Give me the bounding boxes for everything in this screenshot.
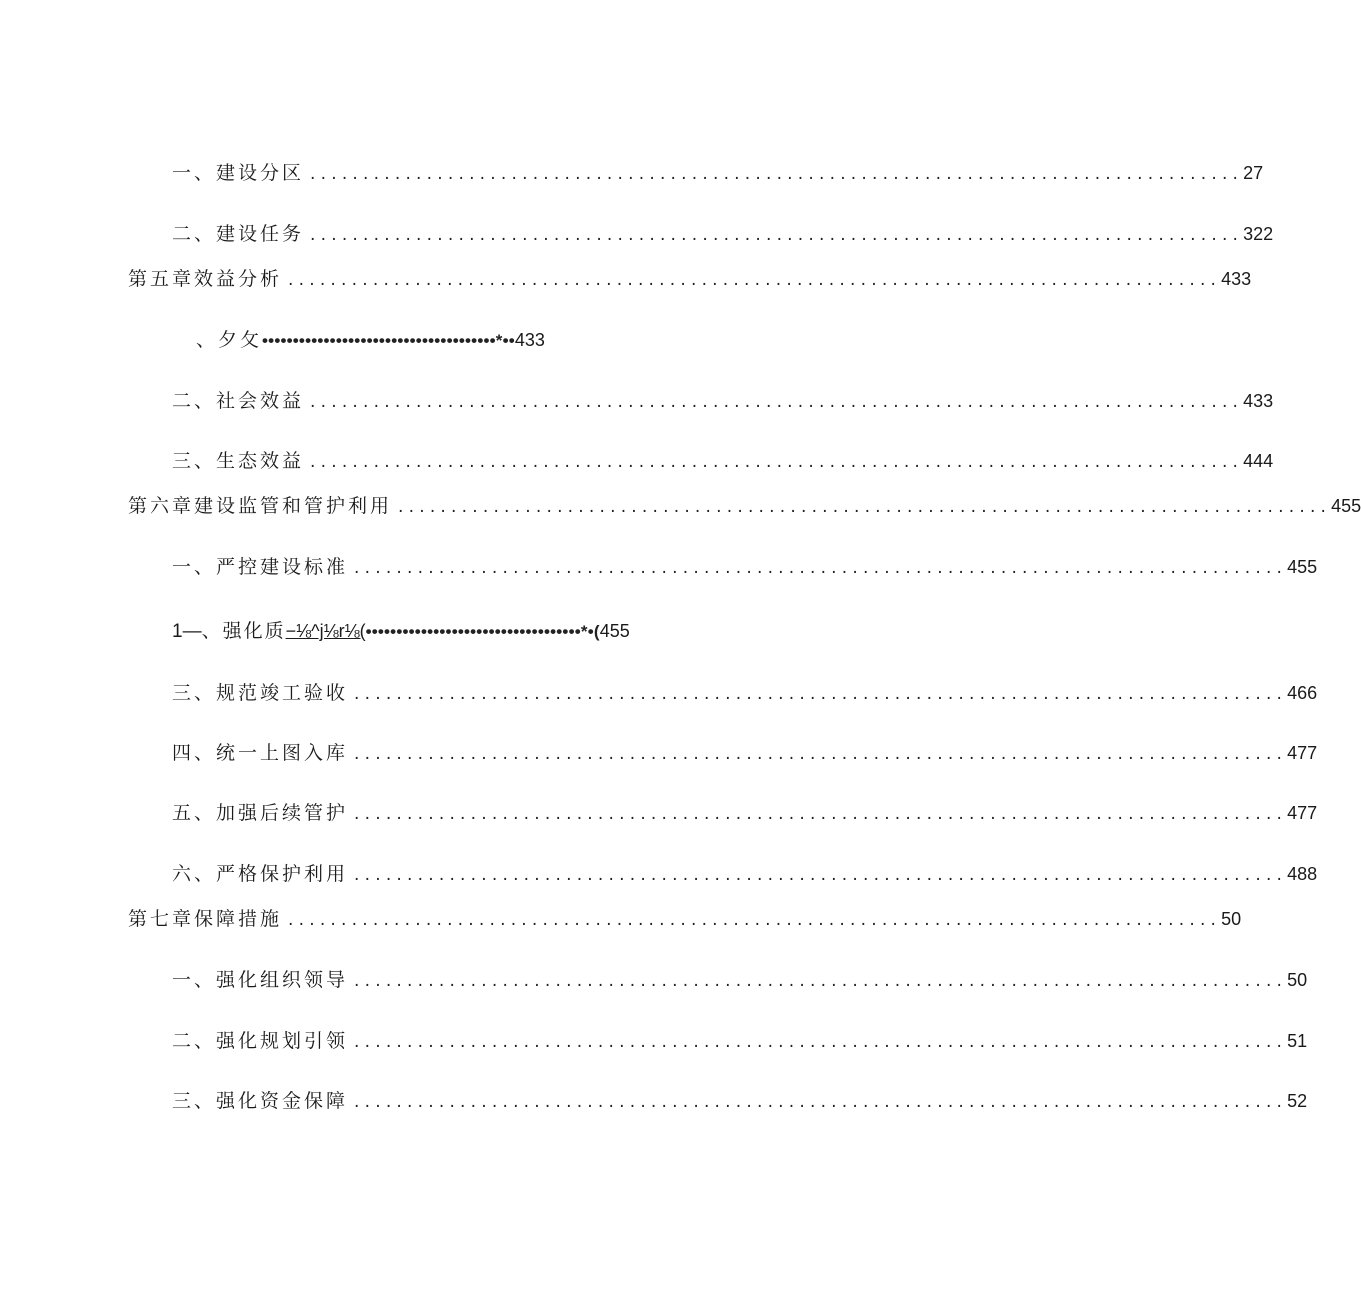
toc-entry-title: 二、社会效益 (172, 390, 305, 412)
toc-page-number: 444 (1243, 451, 1274, 471)
toc-chapter-title: 第五章效益分析 (128, 268, 283, 290)
toc-dot-leader: ........................................................................................ (354, 971, 1288, 991)
toc-chapter-title: 第七章保障措施 (128, 908, 283, 930)
toc-entry[interactable] (172, 1088, 1308, 1114)
toc-chapter-entry[interactable] (128, 266, 1252, 292)
toc-page-number: 455 (1331, 496, 1361, 516)
toc-page-number: 477 (1287, 803, 1318, 823)
toc-page-number: 50 (1221, 909, 1242, 929)
toc-chapter-entry[interactable] (128, 493, 1361, 519)
toc-entry[interactable] (172, 861, 1318, 887)
toc-entry[interactable] (172, 800, 1318, 826)
toc-dot-leader: ........................................................................................ (354, 865, 1288, 885)
toc-dot-leader: ........................................................................................ (310, 225, 1244, 245)
toc-dot-leader: ........................................................................................ (354, 1092, 1288, 1112)
toc-entry-title: 三、强化资金保障 (172, 1090, 349, 1112)
toc-entry[interactable] (172, 221, 1274, 247)
toc-entry[interactable] (172, 967, 1308, 993)
toc-dot-leader: ........................................................................................ (310, 452, 1244, 472)
toc-entry-title: 、夕攵 (196, 329, 263, 351)
toc-page-number: 50 (1287, 970, 1308, 990)
toc-entry-title: 一、强化组织领导 (172, 969, 349, 991)
toc-dot-leader: •••••••••••••••••••••••••••••••••••*•( (365, 622, 600, 641)
toc-entry[interactable] (172, 160, 1264, 186)
toc-entry-title: 四、统一上图入库 (172, 742, 349, 764)
toc-entry-title: 五、加强后续管护 (172, 802, 349, 824)
toc-page-number: 322 (1243, 224, 1274, 244)
toc-page-number: 455 (1287, 557, 1318, 577)
toc-dot-leader: ........................................................................................ (354, 804, 1288, 824)
toc-page-number: 455 (599, 621, 630, 641)
toc-dot-leader: ........................................................................................ (310, 392, 1244, 412)
toc-chapter-entry[interactable] (128, 906, 1242, 932)
toc-page-number: 477 (1287, 743, 1318, 763)
toc-entry-underlined-text: −⅛^j⅛r⅛( (285, 621, 366, 641)
toc-entry-title-text: 、强化质 (201, 620, 286, 642)
toc-entry-title: 二、强化规划引领 (172, 1030, 349, 1052)
toc-dot-leader: ........................................................................................ (354, 558, 1288, 578)
toc-chapter-title: 第六章建设监管和管护利用 (128, 495, 393, 517)
toc-page-number: 433 (1243, 391, 1274, 411)
toc-dot-leader: ........................................................................................ (310, 164, 1244, 184)
toc-page-number: 466 (1287, 683, 1318, 703)
toc-entry-title: 六、严格保护利用 (172, 863, 349, 885)
toc-entry-title (172, 618, 286, 645)
toc-entry-title: 二、建设任务 (172, 223, 305, 245)
toc-page-number: 433 (1221, 269, 1252, 289)
toc-entry-title: 一、建设分区 (172, 162, 305, 184)
toc-entry-title: 三、生态效益 (172, 450, 305, 472)
toc-dot-leader: ••••••••••••••••••••••••••••••••••••••*•• (262, 331, 515, 350)
toc-page-number: 27 (1243, 163, 1264, 183)
toc-entry[interactable] (196, 327, 556, 353)
toc-dot-leader: ........................................................................................ (354, 744, 1288, 764)
toc-dot-leader: ........................................................................................ (288, 910, 1222, 930)
toc-entry-prefix: 1— (172, 621, 202, 642)
toc-page-number: 52 (1287, 1091, 1308, 1111)
toc-entry-title: 一、严控建设标准 (172, 556, 349, 578)
toc-entry[interactable] (172, 448, 1274, 474)
toc-page-number: 488 (1287, 864, 1318, 884)
toc-dot-leader: ........................................................................................ (354, 684, 1288, 704)
toc-entry[interactable] (172, 618, 632, 644)
toc-entry[interactable] (172, 554, 1318, 580)
toc-page-number: 433 (514, 330, 545, 350)
toc-dot-leader: ........................................................................................ (398, 497, 1332, 517)
toc-entry-title: 三、规范竣工验收 (172, 682, 349, 704)
toc-dot-leader: ........................................................................................ (288, 270, 1222, 290)
toc-entry[interactable] (172, 740, 1318, 766)
toc-dot-leader: ........................................................................................ (354, 1032, 1288, 1052)
toc-entry[interactable] (172, 1028, 1308, 1054)
toc-entry[interactable] (172, 680, 1318, 706)
toc-page-number: 51 (1287, 1031, 1308, 1051)
toc-entry[interactable] (172, 388, 1274, 414)
